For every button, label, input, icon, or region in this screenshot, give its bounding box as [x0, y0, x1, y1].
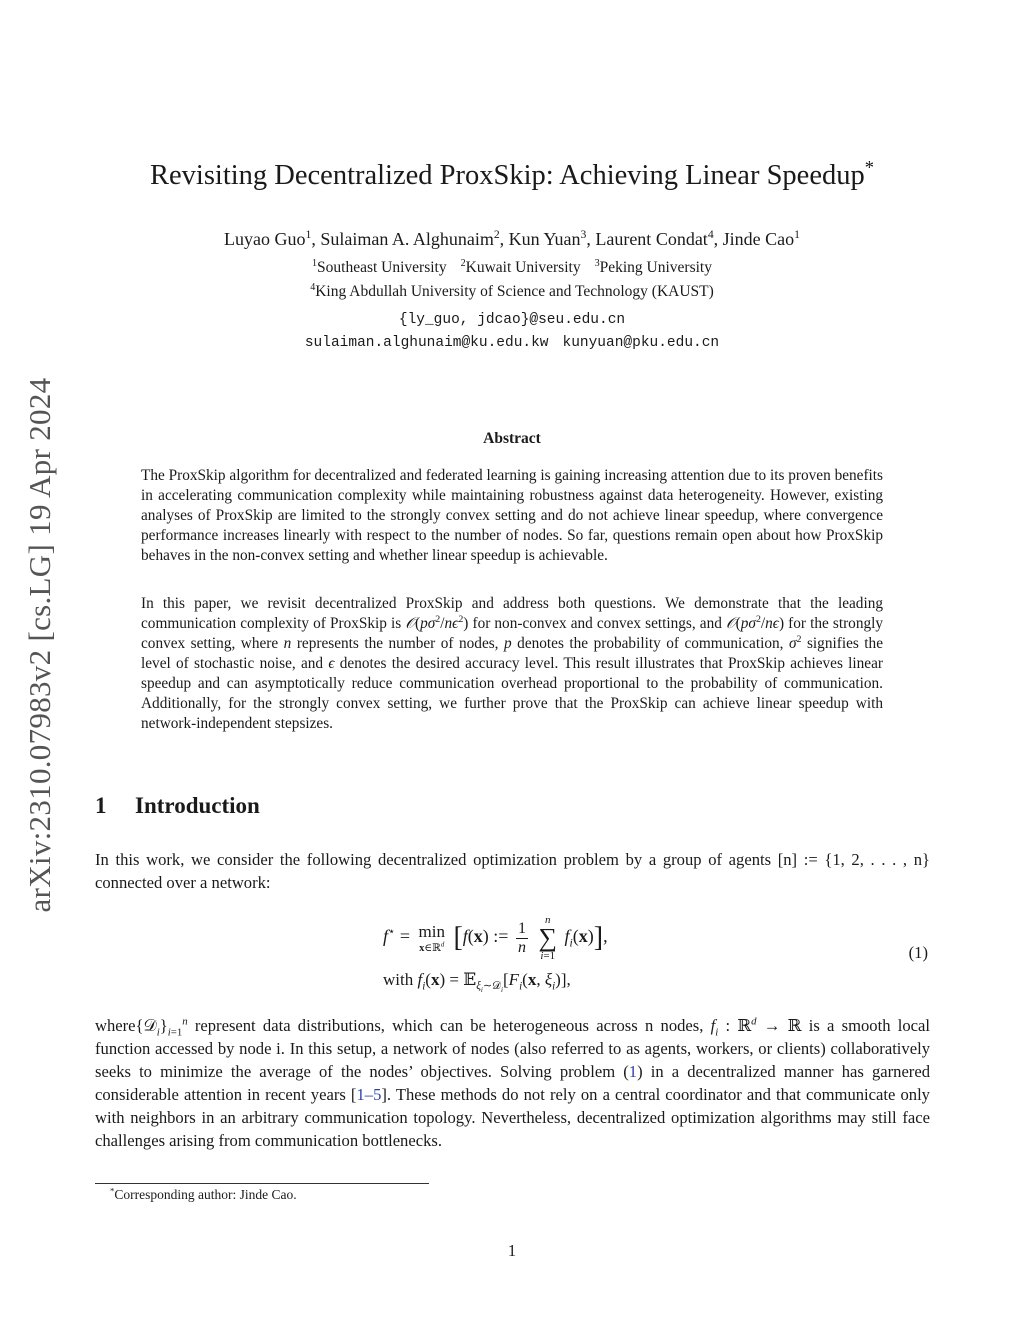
abstract-text: signifies the level of stochastic noise, and [141, 635, 883, 672]
affiliation-name: Southeast University [317, 259, 447, 276]
abstract-text: denotes the desired accuracy level. This result illustrates that ProxSkip achieves linear speedup and can asymptotically reduce communication overhead proportional to the probability of communication. Additionally, for the strongly convex setting, we further prove that the ProxSkip can achieve linear speedup with network-independent stepsizes. [141, 655, 883, 732]
email-line-2 [0, 335, 1024, 351]
affiliation-name: Kuwait University [465, 259, 581, 276]
affiliation-mark: 3 [594, 257, 600, 269]
email-yuan[interactable]: kunyuan@pku.edu.cn [562, 335, 720, 351]
equation-with-label: with [383, 970, 414, 989]
affiliation-mark: 4 [310, 281, 316, 293]
footnote-rule [95, 1183, 429, 1184]
intro-paragraph-2 [95, 1014, 930, 1152]
section-number: 1 [95, 793, 107, 818]
abstract-text: for non-convex and convex settings, and [468, 615, 726, 632]
footnote-text: Corresponding author: Jinde Cao. [114, 1187, 297, 1202]
affiliations-line-1 [0, 259, 1024, 277]
author-name: Luyao Guo [224, 229, 306, 249]
email-alghunaim[interactable]: sulaiman.alghunaim@ku.edu.kw [304, 335, 549, 351]
function-signature: $f_i$ : ℝ$^d$ → ℝ [710, 1015, 802, 1039]
section-title: Introduction [135, 793, 260, 818]
author-name: Jinde Cao [722, 229, 795, 249]
affiliation-mark: 1 [311, 257, 318, 269]
footnote-mark: * [110, 1185, 115, 1196]
footnote [110, 1187, 297, 1203]
author-name: Sulaiman A. Alghunaim [320, 229, 494, 249]
equation-ref-link[interactable]: 1 [628, 1062, 638, 1081]
arxiv-id: arXiv:2310.07983v2 [cs.LG] 19 Apr 2024 [22, 377, 57, 913]
author-list: Luyao Guo$^1$, Sulaiman A. Alghunaim$^2$, Kun Yuan$^3$, Laurent Condat$^4$, Jinde Cao$^1$ [224, 228, 800, 249]
intro-text: ]. These methods do not rely on a central coordinator and that communicate only with neighbors in an arbitrary communication topology. Nevertheless, decentralized optimization algorithms may still face challenges arising from communication bottlenecks. [95, 1085, 930, 1150]
affiliations-line-2 [0, 283, 1024, 301]
complexity-nonconvex: $𝒪(p\sigma^2/n\epsilon^2)$ [405, 613, 469, 632]
title-text: Revisiting Decentralized ProxSkip: Achieving Linear Speedup [150, 160, 865, 191]
page-number: 1 [507, 1241, 517, 1260]
author-affiliation-mark: 1 [794, 228, 800, 241]
abstract-text: In this paper, we revisit decentralized ProxSkip and address both questions. We demonstrate that the leading communication complexity of ProxSkip is [141, 595, 883, 632]
intro-paragraph-1: In this work, we consider the following decentralized optimization problem by a group of agents [n] := {1, 2, . . . , n} connected over a network: [95, 850, 930, 892]
abstract-paragraph-2: In this paper, we revisit decentralized ProxSkip and address both questions. We demonstrate that the leading communication complexity of ProxSkip is $𝒪(p\sigma^2/n\epsilon^2)$ for non-convex and convex settings, and $𝒪(p\sigma^2/n\epsilon)$ for the strongly convex setting, where n represents the number of nodes, p denotes the probability of communication, $\sigma^2$ signifies the level of stochastic noise, and ϵ denotes the desired accuracy level. This result illustrates that ProxSkip achieves linear speedup and can asymptotically reduce communication overhead proportional to the probability of communication. Additionally, for the strongly convex setting, we further prove that the ProxSkip can achieve linear speedup with network-independent stepsizes. [141, 595, 884, 732]
email-line-1 [0, 312, 1024, 328]
affiliation-mark: 2 [460, 257, 466, 269]
citation-link[interactable]: 1–5 [356, 1085, 382, 1104]
equation-1 [95, 908, 930, 1008]
intro-text: ) in a decentralized manner has garnered considerable attention in recent years [ [95, 1062, 930, 1104]
title-footnote-mark: * [864, 157, 874, 179]
section-heading [95, 793, 260, 819]
abstract-heading: Abstract [483, 430, 541, 447]
affiliation-name: King Abdullah University of Science and Technology (KAUST) [315, 283, 714, 300]
author-affiliation-mark: 4 [707, 228, 714, 241]
author-name: Kun Yuan [508, 229, 581, 249]
equation-line-objective: f⋆ = min x∈ℝ$^d$ [f(x) := $\frac{1}{n}$ n ∑ i=1 $f_i(x)$], [383, 914, 608, 962]
email-group[interactable]: {ly_guo, jdcao}@seu.edu.cn [398, 312, 626, 328]
equation-number: (1) [908, 943, 928, 962]
intro-text: represent data distributions, which can be heterogeneous across n nodes, [187, 1016, 711, 1035]
abstract-paragraph-1: The ProxSkip algorithm for decentralized and federated learning is gaining increasing attention due to its proven benefits in accelerating communication complexity while maintaining robustness against data heterogeneity. However, existing analyses of ProxSkip are limited to the strongly convex setting and do not achieve linear speedup, where convergence performance increases linearly with respect to the number of nodes. So far, questions remain open about how ProxSkip behaves in the non-convex setting and whether linear speedup is achievable. [141, 467, 883, 564]
author-affiliation-mark: 3 [580, 228, 587, 241]
abstract-text: for the strongly convex setting, where [141, 615, 884, 652]
equation-line-local: with $f_i(x)$ = $𝔼_{\xi_i\sim 𝒟_i}[F_i(x$, $\xi_i$)], [383, 970, 571, 995]
author-affiliation-mark: 1 [305, 228, 312, 241]
intro-text: is a smooth local function accessed by node i. In this setup, a network of nodes (also referred to as agents, workers, or clients) collaboratively seeks to minimize the average of the nodes’ objectives. Solving problem ( [95, 1016, 930, 1081]
affiliation-name: Peking University [599, 259, 712, 276]
paper-title [0, 157, 1024, 192]
author-affiliation-mark: 2 [493, 228, 500, 241]
intro-text: where{ [95, 1016, 144, 1035]
author-name: Laurent Condat [595, 229, 708, 249]
abstract-text: denotes the probability of communication, [511, 635, 789, 652]
distributions-symbol: $𝒟_i\}_{i=1}^n$ [143, 1015, 188, 1039]
abstract-text: represents the number of nodes, [291, 635, 505, 652]
complexity-strongly-convex: $𝒪(p\sigma^2/n\epsilon)$ [725, 613, 785, 632]
